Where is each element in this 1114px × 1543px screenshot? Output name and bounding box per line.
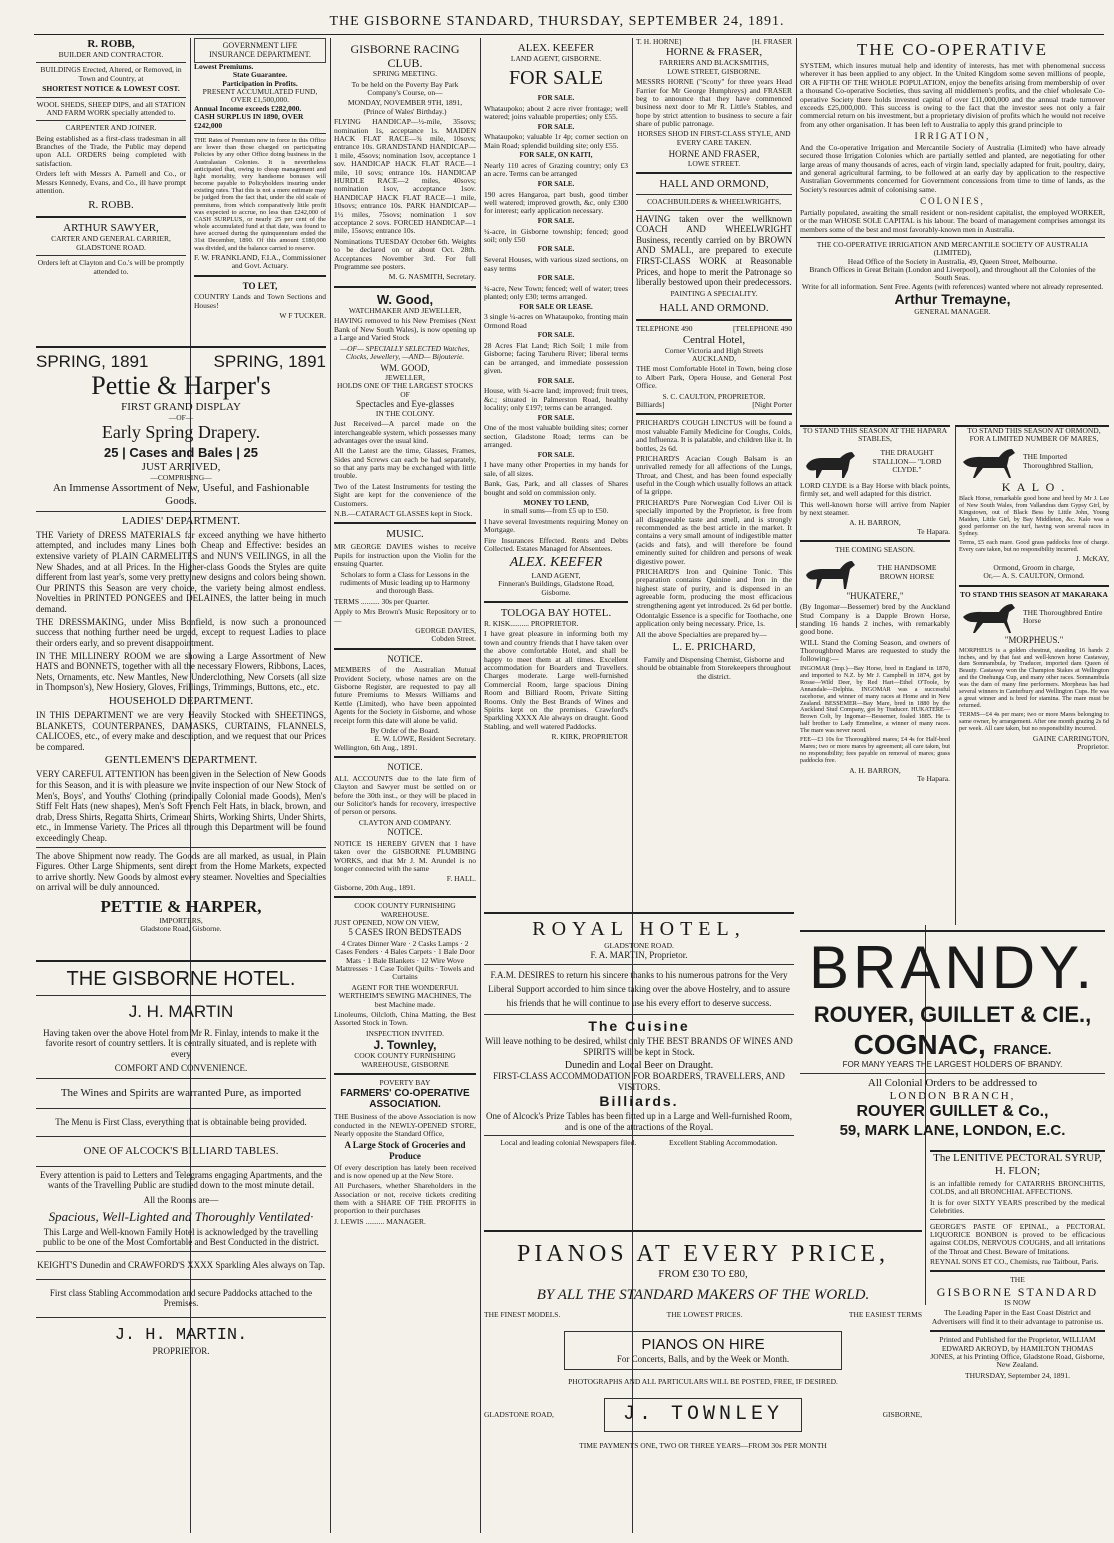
notice-title: NOTICE.	[387, 827, 423, 838]
prichard-text: PRICHARD'S Iron and Quinine Tonic. This preparation contains Quinine and Iron in the highest state of purity, and is dispensed in an agreeable form, producing the most efficacious strengthening agent yet introduced. 2s 6d per bottle.	[636, 566, 793, 610]
keefer-fire: Fire Insurances Effected. Rents and Debts Collected. Estates Managed for Absentees.	[484, 535, 628, 553]
hotel-menu: The Menu is First Class, everything that is obtainable being provided.	[55, 1117, 307, 1128]
kalo-signature: J. McKAY,	[1075, 554, 1109, 564]
pianos-hire: PIANOS ON HIRE	[641, 1336, 765, 1354]
notice-text: NOTICE IS HEREBY GIVEN that I have taken over the GISBORNE PLUMBING WORKS, and that Mr J. M. Arundel is no longer connected with the same	[334, 838, 476, 873]
central-porter: [Night Porter	[752, 399, 792, 409]
royal-stabling: Excellent Stabling Accommodation.	[669, 1138, 778, 1148]
gisborne-hotel-advert	[36, 960, 326, 1532]
column-divider	[330, 38, 331, 1533]
brandy-title: BRANDY.	[809, 934, 1096, 1001]
masthead-title: THE GISBORNE STANDARD, THURSDAY, SEPTEMBER 24, 1891.	[329, 14, 785, 29]
notice-signature: CLAYTON AND COMPANY.	[358, 817, 452, 827]
pettie-count: 25 | Cases and Bales | 25	[104, 445, 258, 461]
robb-advert	[36, 38, 186, 338]
horne-right: [H. FRASER	[751, 37, 792, 46]
pettie-signature: PETTIE & HARPER,	[100, 897, 262, 917]
pettie-name: Pettie & Harper's	[91, 371, 271, 401]
good-items: —OF— SPECIALLY SELECTED Watches, Clocks, Jewellery, —AND— Bijouterie.	[340, 343, 470, 361]
cook-invite: INSPECTION INVITED.	[366, 1028, 444, 1038]
pianos-left: GLADSTONE ROAD,	[484, 1409, 554, 1419]
brandy-advert	[800, 930, 1105, 1142]
music-title: MUSIC.	[386, 528, 424, 541]
kalo-limited: FOR A LIMITED NUMBER OF MARES,	[969, 434, 1099, 444]
racing-signature: M. G. NASMITH, Secretary.	[388, 272, 476, 282]
imprint-body: Printed and Published for the Proprietor, WILLIAM EDWARD AKROYD, by HAMILTON THOMAS JONES, at his Printing Office, Gladstone Road, Gisborne, New Zealand.	[930, 1335, 1105, 1370]
keefer-sale-or-lease: FOR SALE OR LEASE.	[519, 302, 593, 311]
cook-opened: JUST OPENED, NOW ON VIEW,	[334, 917, 440, 927]
keefer-listing: Whataupoko; valuable 1r 4p; corner section on Main Road; splendid building site; only £55.	[484, 132, 628, 150]
hotel-billiard: ONE OF ALCOCK'S BILLIARD TABLES.	[83, 1144, 279, 1157]
robb-body: BUILDINGS Erected, Altered, or Removed, in Town and Country, at	[40, 65, 182, 83]
pettie-harper-advert	[36, 346, 326, 934]
sawyer-address: GLADSTONE ROAD.	[76, 242, 146, 252]
brandy-orders: All Colonial Orders to be addressed to	[867, 1076, 1038, 1089]
royal-billiards-text: One of Alcock's Prize Tables has been fitted up in a Large and Well-furnished Room, and is one of the attractions of the Royal.	[486, 1111, 792, 1132]
thoroughbred-horse-icon	[959, 444, 1019, 480]
music-text: Scholars to form a Class for Lessons in the rudiments of Music leading up to Harmony and thorough Bass.	[340, 569, 470, 596]
notice-signature: E. W. LOWE, Resident Secretary.	[374, 734, 476, 744]
good-text: Two of the Latest Instruments for testing the Sight are kept for the convenience of the Customers.	[334, 481, 476, 508]
royal-accommodation: FIRST-CLASS ACCOMMODATION FOR BOARDERS, TRAVELLERS, AND VISITORS.	[493, 1071, 785, 1092]
farmers-text: Of every description has lately been received and is now opened up at the New Store.	[334, 1162, 476, 1180]
hukatere-pedigree-long: INGOMAR (Imp.)—Bay Horse, bred in England in 1870, and imported to N.Z. by Mr J. Campbell in 1874, got by Rosse—Wild Deer, by Red Hart—Ethel O'Toole, by Annandale—Delphia. INGOMAR was a successful racehorse, and winner of many races at Home and in New Zealand. BESSEMER—Bay Mare, bred in 1880 by the Auckland Stud Company, got by Traducer. HUKATERE—Brown Colt, by Ingomar—Bessemer, foaled 1885. He is half brother to Lady Emmeline, a winner of many races. The mare was never raced.	[800, 664, 950, 735]
tolet-body: COUNTRY Lands and Town Sections and Houses!	[194, 292, 326, 310]
royal-papers: Local and leading colonial Newspapers filed.	[500, 1138, 637, 1148]
kalo-body: Black Horse, remarkable good bone and bred by Mr J. Lee of New South Wales, from Vallandras dam Gypsy Girl, by Kingstown, out of Black Bess by Little John, Young Maiden, Little Girl, by Bay Middleton, &c. Kalo was a good performer on the turf, having won several races in Sydney.	[959, 494, 1109, 537]
sawyer-name: ARTHUR SAWYER,	[63, 222, 159, 235]
pianos-feature: THE LOWEST PRICES.	[666, 1309, 743, 1319]
gents-heading: GENTLEMEN'S DEPARTMENT.	[104, 754, 258, 767]
robb-body: Orders left with Messrs A. Parnell and Co., or Messrs Kennedy, Evans, and Co., ill have prompt attention.	[36, 169, 186, 196]
horne-body: MESSRS HORNE ("Scotty" for three years Head Farrier for Mr George Humphreys) and FRASER beg to announce that they have commenced business next door to Mr R. Little's Stables, and hope by strict attention to business to secure a fair share of public patronage.	[636, 77, 792, 129]
coop-title: THE CO-OPERATIVE	[856, 40, 1049, 59]
lordclyde-title: THE DRAUGHT STALLION— "LORD CLYDE."	[872, 448, 942, 474]
brandy-holders: FOR MANY YEARS THE LARGEST HOLDERS OF BRANDY.	[842, 1059, 1063, 1069]
keefer-signature-line: Finneran's Buildings, Gladstone Road, Gisborne.	[498, 579, 614, 597]
hukatere-head: THE COMING SEASON.	[835, 545, 915, 555]
cook-cases: 5 CASES IRON BEDSTEADS	[348, 927, 462, 938]
lordclyde-body: LORD CLYDE is a Bay Horse with black points, firmly set, and well adapted for this district.	[800, 480, 950, 499]
coop-write: Write for all information. Sent Free. Agents (with references) wanted where not already represented.	[801, 281, 1104, 291]
standard-now: IS NOW	[1004, 1298, 1031, 1307]
standard-the: THE	[1010, 1275, 1025, 1285]
royal-hotel-advert	[484, 912, 794, 1214]
good-trade2: JEWELLER,	[385, 372, 425, 382]
coop-colonies: COLONIES,	[920, 196, 985, 207]
lordclyde-arrive: This well-known horse will arrive from Napier by next steamer.	[800, 499, 950, 517]
hukatere-signature-line: Te Hapara.	[917, 774, 950, 784]
hall-painting: PAINTING A SPECIALITY.	[670, 288, 758, 298]
good-specs: Spectacles and Eye-glasses	[356, 399, 454, 410]
cook-lino: Linoleums, Oilcloth, China Matting, the Best Assorted Stock in Town.	[334, 1010, 476, 1028]
coop-society: THE CO-OPERATIVE IRRIGATION AND MERCANTILE SOCIETY OF AUSTRALIA (LIMITED),	[816, 239, 1089, 258]
lordclyde-signature-line: Te Hapara.	[917, 526, 950, 536]
coop-signature-line: GENERAL MANAGER.	[914, 306, 991, 316]
govlife-body: THE Rates of Premium now in force in this Office are lower than those charged on participating Policies by any other Office doing business in the Australasian Colonies. It is nevertheless anticipated that, owing to cheap management and light mortality, very handsome bonuses will become payable to Policyholders insuring under existing rates. That this is not a mere estimate may be judged from the fact that, under the old scale of premiums, from which comparatively little profit was expected to accrue, no less than £242,000 of CASH SURPLUS, or nearly 25 per cent of the whole accumulated fund at that date, was found to have accrued during the quinquennium ended the 31st December, 1890. Of this amount £180,000 was divided, and the balance carried to reserve.	[194, 137, 326, 252]
horne-left: T. H. HORNE]	[636, 37, 682, 46]
gents-text: VERY CAREFUL ATTENTION has been given in the Selection of New Goods for this Season, and it is with pleasure we invite inspection of our New Stock of Men's, Boys', and Youths' Clothing (principally Colonial made Goods), Men's Stiff Felt Hats (new shapes), Men's Soft French Felt Hats, in black, brown, and drab, Dress Shirts, Regatta Shirts, Crimean Shirts, Working Shirts, Under Shirts, etc., in Immense Variety. The Prices all through this Department will be found exceedingly Cheap.	[36, 769, 326, 843]
tologa-body: I have great pleasure in informing both my town and country friends that I have taken over the above comfortable Hotel, and shall be happy to meet them at all times. Excellent accommodation for Boarders and Travellers. Charges moderate. Large well-furnished Commercial Room, large spacious Dining Room and Billiard Room, Private Sitting Rooms. Only the Best Brands of Wines and Spirits kept on the premises. Crawford's Sparkling XXXX Ale always on draught. Good Stabling, and well watered Paddocks.	[484, 629, 628, 731]
govlife-line: Annual Income exceeds £282,000.	[194, 103, 302, 113]
morpheus-title: THE Thoroughbred Entire Horse	[1023, 607, 1103, 625]
morpheus-head: TO STAND THIS SEASON AT MAKARAKA	[960, 589, 1108, 599]
pianos-advert	[484, 1230, 922, 1532]
tolet-title: TO LET,	[242, 280, 278, 291]
sawyer-trade: CARTER AND GENERAL CARRIER,	[51, 234, 171, 244]
robb-trade: BUILDER AND CONTRACTOR.	[58, 49, 164, 59]
hotel-comfort: COMFORT AND CONVENIENCE.	[114, 1063, 248, 1074]
kalo-head: TO STAND THIS SEASON AT ORMOND,	[967, 426, 1101, 435]
keefer-listing: House, with ¼-acre land; improved; fruit trees, &c.; situated in Palmerston Road, healthy locality; only £197; terms can be arranged.	[484, 386, 628, 413]
good-trade: WATCHMAKER AND JEWELLER,	[348, 306, 462, 316]
robb-body: WOOL SHEDS, SHEEP DIPS, and all STATION AND FARM WORK specially attended to.	[36, 99, 186, 117]
farmers-text: THE Business of the above Association is now conducted in the NEWLY-OPENED STORE, Nearly opposite the Standard Office,	[334, 1112, 476, 1138]
hotel-ales: KEIGHT'S Dunedin and CRAWFORD'S XXXX Sparkling Ales always on Tap.	[37, 1260, 325, 1270]
music-address: Cobden Street.	[431, 634, 476, 644]
central-city: AUCKLAND,	[692, 354, 736, 363]
pettie-sub: FIRST GRAND DISPLAY	[121, 400, 241, 413]
masthead-rule	[34, 34, 1104, 35]
sawyer-note: Orders left at Clayton and Co.'s will be promptly attended to.	[37, 258, 185, 276]
central-tel-right: [TELEPHONE 490	[733, 324, 792, 334]
pianos-name: J. TOWNLEY	[604, 1398, 802, 1432]
kalo-name: K A L O .	[1001, 479, 1067, 494]
prichard-signature: L. E. PRICHARD,	[672, 641, 756, 654]
hukatere-pedigree: (By Ingomar—Bessemer) bred by the Auckland Stud Company is a Dapple Brown Horse, standing 16 hands 2 inches, with remarkably good bone.	[800, 602, 950, 637]
robb-body: Being established as a first-class tradesman in all Branches of the Trade, the Public may depend upon ALL ORDERS being completed with satisfaction.	[36, 133, 186, 168]
hukatere-signature: A. H. BARRON,	[849, 765, 901, 775]
draught-horse-icon	[800, 444, 860, 480]
prichard-text: PRICHARD'S Acacian Cough Balsam is an unrivalled remedy for all affections of the Lungs, Throat, and Chest, and has been found especially useful in the Cough which usually follows an attack of la grippe.	[636, 453, 792, 497]
lordclyde-signature: A. H. BARRON,	[849, 518, 901, 528]
central-address: Corner Victoria and High Streets	[664, 345, 764, 355]
royal-title: ROYAL HOTEL,	[532, 918, 746, 940]
coop-body: SYSTEM, which insures mutual help and identity of interests, has met with phenomenal success wherever it has been applied to any object. In the United Kingdom some seven millions of people, OR A FIFTH OF THE WHOLE POPULATION, enjoy the benefits arising from membership of over a thousand Co-operative Societies, thus saving all middlemen's profits, and the chief wholesale Co-operative Society there holds invested capital of over £11,000,000 and the annual trade turnover exceeds £25,000,000. This success is owing to the fact that the investor sees not only a fair commercial return on his investment, but a proprietary division of profits which he would not receive from any other organisation. It has been left to Australia to apply this grand principle to	[800, 61, 1105, 129]
racing-when: To be held on the Poverty Bay Park Company's Course, on—	[351, 79, 459, 98]
hotel-owner: J. H. MARTIN	[128, 1001, 234, 1021]
notice-date: Gisborne, 20th Aug., 1891.	[334, 882, 416, 892]
hotel-spacious: Spacious, Well-Lighted and Thoroughly Ventilated·	[48, 1209, 314, 1225]
pettie-comprising: —COMPRISING—	[150, 472, 212, 482]
horse-icon	[959, 599, 1019, 635]
horne-title: HORNE & FRASER,	[665, 46, 763, 59]
hukatere-name: "HUKATERE,"	[846, 590, 904, 601]
govlife-line: State Guarantee.	[232, 70, 288, 80]
keefer-money-detail: in small sums—from £5 up to £50.	[503, 506, 609, 516]
column-divider	[480, 38, 481, 1533]
column-divider	[796, 38, 797, 628]
music-signature: GEORGE DAVIES,	[415, 625, 476, 635]
pianos-title: PIANOS AT EVERY PRICE,	[516, 1241, 890, 1267]
morpheus-name: "MORPHEUS."	[1004, 635, 1064, 645]
govlife-advert	[194, 38, 326, 338]
coop-colonies-text: Partially populated, awaiting the small resident or non-resident capitalist, the employed WORKER, or the man WHOSE SOLE CAPITAL is his labour. The board of management comprises amongst its members some of the best and most favorably-known men in Australia.	[800, 207, 1105, 234]
farmers-text: A Large Stock of Groceries and Produce	[344, 1140, 466, 1161]
keefer-forsale: FOR SALE	[509, 67, 603, 90]
keefer-trade: LAND AGENT, GISBORNE.	[510, 53, 602, 63]
pianos-feature: THE FINEST MODELS.	[484, 1309, 561, 1319]
stallion-column-left	[800, 425, 950, 925]
pettie-sub: —OF—	[168, 412, 194, 422]
stallion-column-right	[955, 425, 1109, 925]
lenitive-body: is an infallible remedy for CATARRHS BRONCHITIS, COLDS, and all BRONCHIAL AFFECTIONS.	[930, 1178, 1105, 1197]
kalo-signature-line: Or,— A. S. CAULTON, Ormond.	[983, 571, 1085, 581]
lenitive-title: The LENITIVE PECTORAL SYRUP, H. FLON;	[933, 1152, 1102, 1177]
govlife-logo: GOVERNMENT LIFE INSURANCE DEPARTMENT.	[194, 38, 326, 63]
good-holds: HOLDS ONE OF THE LARGEST STOCKS OF	[336, 381, 474, 399]
ladies-text: THE DRESSMAKING, under Miss Bonfield, is now such a pronounced success that nothing further need be urged, except to request Ladies to place their orders early, and so prevent disappointment.	[36, 616, 326, 648]
keefer-listing: 190 acres Hangaroa, part bush, good timber well watered; improved growth, &c, only £300 for interest; early application necessary.	[484, 189, 628, 216]
robb-signature: R. ROBB.	[88, 199, 134, 212]
season-heading-left: SPRING, 1891	[36, 352, 149, 371]
season-heading-right: SPRING, 1891	[213, 352, 326, 371]
cook-list: 4 Crates Dinner Ware · 2 Casks Lamps · 2 Cases Fenders · 4 Bales Carpets · 1 Bale Door Mats · 1 Bale Blankets · 12 Wire Wove Mattresses · 1 Case Toilet Quilts · Towels and Curtains	[335, 938, 475, 982]
hukatere-title: THE HANDSOME BROWN HORSE	[877, 563, 937, 581]
cook-agent: AGENT FOR THE WONDERFUL WERTHEIM'S SEWING MACHINES, The best Machine made.	[338, 982, 472, 1009]
lenitive-body: It is for over SIXTY YEARS prescribed by the medical Celebrities.	[930, 1197, 1105, 1216]
tolet-signature: W F TUCKER.	[279, 310, 326, 320]
brandy-france: FRANCE.	[993, 1041, 1052, 1057]
horse-icon	[800, 555, 860, 591]
ladies-heading: LADIES' DEPARTMENT.	[121, 514, 241, 527]
royal-billiards: Billiards.	[599, 1092, 679, 1109]
hotel-text: Having taken over the above Hotel from Mr R. Finlay, intends to make it the favorite resort of country settlers. It is centrally situated, and is replete with every	[43, 1027, 319, 1059]
imprint-date: THURSDAY, September 24, 1891.	[964, 1370, 1070, 1380]
brandy-cognac: COGNAC,	[853, 1028, 986, 1060]
notice-signature: F. HALL.	[446, 874, 476, 884]
coop-irrigation: IRRIGATION,	[914, 131, 991, 142]
brandy-firm2: ROUYER GUILLET & Co.,	[856, 1102, 1049, 1120]
farmers-signature: J. LEWIS .......... MANAGER.	[334, 1216, 426, 1226]
good-name: W. Good,	[376, 291, 434, 307]
farmers-text: All Purchasers, whether Shareholders in the Association or not, receive tickets crediting them with a SHARE OF THE PROFITS in proportion to their purchases	[334, 1181, 476, 1216]
tologa-proprietor: R. KISK.......... PROPRIETOR.	[484, 619, 579, 628]
good-colony: IN THE COLONY.	[375, 408, 435, 418]
racing-nominations: Nominations TUESDAY October 6th. Weights to be declared on or about Oct. 28th. Acceptances November 3rd. For full Programme see posters.	[334, 236, 476, 271]
music-apply: Apply to Mrs Brown's Music Repository or to—	[334, 607, 476, 625]
prichard-text: Odontalgic Essence is a specific for Toothache, one application only being necessary. Price, 1s.	[636, 610, 792, 629]
notice-title: NOTICE.	[387, 762, 423, 773]
royal-address: GLADSTONE ROAD.	[604, 940, 674, 950]
coop-signature: Arthur Tremayne,	[894, 291, 1011, 308]
tologa-title: TOLOGA BAY HOTEL.	[500, 607, 612, 620]
tologa-signature: R. KIRK, PROPRIETOR	[551, 732, 628, 742]
horne-signature: HORNE AND FRASER,	[668, 149, 760, 160]
hotel-rooms: All the Rooms are—	[143, 1194, 219, 1205]
royal-proprietor: F. A. MARTIN, Proprietor.	[590, 949, 688, 960]
kalo-signature-line: Ormond, Groom in charge,	[993, 562, 1075, 572]
hall-signature: HALL AND ORMOND.	[659, 302, 769, 315]
prichard-text: All the above Specialties are prepared by—	[636, 629, 767, 639]
hotel-stabling: First class Stabling Accommodation and secure Paddocks attached to the Premises.	[49, 1287, 313, 1309]
prichard-signature-line: Family and Dispensing Chemist, Gisborne and should be obtainable from Storekeepers throughout the district.	[637, 655, 791, 681]
robb-body: SHORTEST NOTICE & LOWEST COST.	[42, 84, 180, 94]
pianos-photos: PHOTOGRAPHS AND ALL PARTICULARS WILL BE POSTED, FREE, IF DESIRED.	[568, 1376, 838, 1386]
pettie-assortment: An Immense Assortment of New, Useful, and Fashionable Goods.	[52, 481, 310, 507]
royal-beer: Dunedin and Local Beer on Draught.	[564, 1059, 714, 1071]
brandy-address: 59, MARK LANE, LONDON, E.C.	[839, 1121, 1066, 1139]
hotel-proprietor: PROPRIETOR.	[152, 1345, 210, 1356]
royal-cuisine: The Cuisine	[588, 1017, 690, 1034]
notice-date: Wellington, 6th Aug., 1891.	[334, 742, 418, 752]
racing-occasion: (Prince of Wales' Birthday.)	[363, 106, 447, 116]
morpheus-signature-line: Proprietor.	[1077, 742, 1109, 752]
hotel-attention: Every attention is paid to Letters and Telegrams engaging Apartments, and the wants of the Travelling Public are studied down to the most minute detail.	[39, 1169, 323, 1191]
horne-address: LOWE STREET, GISBORNE.	[667, 66, 761, 76]
racing-races: FLYING HANDICAP—½-mile, 35sovs; nomination 1s, acceptance 1s. MAIDEN HACK FLAT RACE—¾ mile, 10sovs; entrance 10s. GRANDSTAND HANDICAP—1 mile, 45sovs; nomination 1sov, acceptance 1 sov. HANDICAP HACK FLAT RACE—1 mile, 10 sovs; entrance 10s. HANDICAP HURDLE RACE—2 miles, 40sovs; nomination 1sov, acceptance 1sov. HANDICAP HACK FLAT RACE—1 mile, 10sovs; entrance 10s. PARK HANDICAP—1½ miles, 75sovs; nomination 1 sov acceptance 2 sovs. FORCED HANDICAP—1 mile, 15sovs; entrance 10s.	[334, 117, 476, 236]
keefer-listing: 28 Acres Flat Land; Rich Soil; 1 mile from Gisborne; facing Taruheru River; liberal terms can be arranged, and immediate possession given.	[484, 341, 628, 376]
central-billiards: Billiards]	[636, 399, 665, 409]
pettie-signature-line: IMPORTERS,	[159, 916, 203, 926]
hotel-title: THE GISBORNE HOTEL.	[66, 968, 296, 990]
pianos-feature: THE EASIEST TERMS	[848, 1309, 922, 1319]
cook-signature: J. Townley,	[373, 1038, 437, 1053]
robb-body: CARPENTER AND JOINER.	[65, 123, 157, 133]
farmers-poverty: POVERTY BAY	[379, 1078, 431, 1088]
notice-title: NOTICE.	[387, 653, 423, 664]
horne-shod: HORSES SHOD IN FIRST-CLASS STYLE, AND EVERY CARE TAKEN.	[637, 129, 791, 147]
cook-signature-line: COOK COUNTY FURNISHING WAREHOUSE, GISBORNE	[354, 1051, 456, 1069]
pianos-right: GISBORNE,	[882, 1409, 922, 1419]
good-text: HAVING removed to his New Premises (Next Bank of New South Wales), is now opening up a Large and Varied Stock	[334, 316, 476, 343]
brandy-branch: LONDON BRANCH,	[889, 1089, 1016, 1102]
column-7-bottom	[930, 1150, 1105, 1532]
reynal: REYNAL SONS ET CO., Chemists, rue Taitbout, Paris.	[930, 1257, 1099, 1267]
coop-irrigation-text: And the Co-operative Irrigation and Mercantile Society of Australia (Limited) who have already secured those Irrigation Colonies which are partially settled and planted, are negotiating for other large areas of many thousands of acres, each of virgin land, specially adapted for fruit, poultry, dairy, and general agricultural farming, to be followed at an early day by application to the respective Australian Governments concerned for Government concessions from time to time of lands, as the Society's resources admit of colonising same.	[800, 142, 1105, 194]
ladies-text: THE Variety of DRESS MATERIALS far exceed anything we have hitherto attempted, and includes many Lines both Cheap and Effective: besides an extensive variety of PLAIN CARMELITES and NUN'S VEILINGS, in all the New Shades, and at all Prices. In the Higher-class Goods the Styles are quite different from last year's, some very pretty new designs and colors being shown. Our PRINTS this Season are very choice, the variety being almost endless. Novelties in PRINTED PONGEES and DELAINES, the latter being in much demand.	[36, 529, 326, 615]
standard-body: The Leading Paper in the East Coast District and Advertisers will find it to their advantage to patronise us.	[931, 1308, 1104, 1326]
notice-text: MEMBERS of the Australian Mutual Provident Society, whose names are on the Gisborne Register, are requested to pay all future Premiums to Messrs Williams and Kettle (Limited), who have been appointed Agents for the Society in Gisborne, and whose receipt form this date will alone be valid.	[334, 665, 476, 725]
notice-text: ALL ACCOUNTS due to the late firm of Clayton and Sawyer must be settled on or before the 30th inst., or they will be placed in our Solicitor's hands for recovery, irrespective of person or persons.	[334, 773, 476, 817]
central-signature: S. C. CAULTON, PROPRIETOR.	[662, 391, 766, 401]
morpheus-signature: GAINE CARRINGTON,	[1032, 733, 1109, 743]
keefer-listing: Several Houses, with various sized sections, on easy terms	[484, 255, 628, 273]
central-tel-left: TELEPHONE 490	[636, 324, 693, 334]
coop-head: Head Office of the Society in Australia, 49, Queen Street, Melbourne.	[847, 256, 1058, 266]
govlife-line: Lowest Premiums.	[194, 61, 254, 71]
morpheus-terms: TERMS—£4 4s per mare; two or more Mares belonging to same owner, by arrangement. After one month grazing 2s 6d per week. All care taken, but no responsibility incurred.	[959, 711, 1109, 732]
brandy-firm: ROUYER, GUILLET & CIE.,	[813, 1002, 1092, 1027]
kalo-terms: Terms, £5 each mare. Good grass paddocks free of charge. Every care taken, but no responsibility incurred.	[959, 538, 1109, 553]
govlife-line: PRESENT ACCUMULATED FUND, OVER £1,500,000.	[202, 87, 318, 105]
hall-trade: COACHBUILDERS & WHEELWRIGHTS,	[646, 197, 782, 207]
prichard-text: PRICHARD'S Pure Norwegian Cod Liver Oil is specially imported by the Proprietor, is free from all disagreeable taste and smell, and is strongly recommended as the best article in the market. It contains a very small amount of indigestible matter (acids and fats), and will therefore be found eminently suited for children and persons of weak digestive power.	[636, 497, 792, 566]
good-text: N.B.—CATARACT GLASSES kept in Stock.	[334, 509, 473, 519]
horne-trade: FARRIERS AND BLACKSMITHS,	[659, 58, 769, 68]
standard-title: GISBORNE STANDARD	[936, 1284, 1099, 1299]
cook-title: COOK COUNTY FURNISHING WAREHOUSE.	[354, 901, 456, 919]
hotel-large: This Large and Well-known Family Hotel is acknowledged by the travelling public to be one of the Most Comfortable and Best Conducted in the district.	[43, 1226, 319, 1248]
pianos-terms: TIME PAYMENTS ONE, TWO OR THREE YEARS—FROM 30s PER MONTH	[579, 1440, 827, 1450]
keefer-kaiti: FOR SALE, ON KAITI,	[519, 151, 593, 160]
coop-branch: Branch Offices in Great Britain (London and Liverpool), and throughout all the Colonies of the South Seas.	[809, 265, 1096, 283]
keefer-name: ALEX. KEEFER	[517, 42, 595, 54]
pianos-range: FROM £30 TO £80,	[658, 1268, 748, 1281]
keefer-listing: Nearly 110 acres of Grazing country; only £3 an acre. Terms can be arranged	[484, 161, 628, 179]
keefer-signature: ALEX. KEEFER	[509, 555, 603, 571]
keefer-other: I have many other Properties in my hands for sale, of all sizes.	[484, 460, 628, 478]
pettie-sub: Early Spring Drapery.	[101, 422, 261, 442]
govlife-line: CASH SURPLUS IN 1890, OVER £242,000	[194, 112, 304, 130]
notice-by: By Order of the Board.	[370, 726, 440, 736]
keefer-listing: One of the most valuable building sites; corner section, Gladstone Road; terms can be arranged.	[484, 423, 628, 450]
cooperative-advert	[800, 38, 1105, 398]
racing-title: GISBORNE RACING CLUB.	[350, 42, 460, 71]
hukatere-body: WILL Stand the Coming Season, and owners of Thoroughbred Mares are requested to study the following:—	[800, 637, 950, 664]
robb-name: R. ROBB,	[87, 38, 135, 50]
royal-cuisine-text: Will leave nothing to be desired, whilst only THE BEST BRANDS OF WINES AND SPIRITS will be kept in Stock.	[485, 1036, 793, 1057]
keefer-money: MONEY TO LEND,	[523, 498, 589, 507]
music-terms: TERMS .......... 30s per Quarter.	[334, 596, 430, 606]
pianos-makers: BY ALL THE STANDARD MAKERS OF THE WORLD.	[536, 1287, 870, 1304]
hall-body: HAVING taken over the wellknown COACH AND WHEELWRIGHT Business, recently carried on by BROWN AND SMALL, are prepared to execute FIRST-CLASS WORK at Reasonable Prices, and hope to merit the Patronage so liberally bestowed upon their predecessors.	[636, 213, 792, 288]
pettie-footer: The above Shipment now ready. The Goods are all marked, as usual, in Plain Figures. Other Large Shipments, sent direct from the Home Markets, expected to arrive shortly. New Goods by almost every steamer. Novelties and Specialties on arrival will be duly announced.	[36, 850, 326, 893]
central-title: Central Hotel,	[682, 333, 746, 346]
good-name2: WM. GOOD,	[380, 363, 430, 374]
music-text: MR GEORGE DAVIES wishes to receive Pupils for instruction upon the Violin for the ensuing Quarter.	[334, 542, 476, 569]
morpheus-body: MORPHEUS is a golden chestnut, standing 16 hands 2 inches, and by that fast and well-known horse Castaway, dam Somnambula, by Traducer, imported dam Queen of Beauty. Castaway won the Champion Stakes at Wellington and the Onehunga Cup, and many other races. Somnambula was the dam of many fine performers. Morpheus has had several winners in Canterbury and Wellington Cups. He was a great winner and is bred for stamina. The mare must be returned.	[959, 646, 1109, 710]
column-3	[334, 38, 476, 1533]
column-4: ALEX. KEEFER LAND AGENT, GISBORNE. FOR SALE FOR SALE. Whataupoko; about 2 acre river frontage; well watered; joins valuable properties; only £55. FOR SALE. Whataupoko; valuable 1r 4p; corner section on Main Road; splendid building site; only £55. FOR SALE, ON KAITI, Nearly 110 acres of Grazing country; only £3 an acre. Terms can be arranged FOR SALE. 190 acres Hangaroa, part bush, good timber well watered; improved growth, &c, only £300 for interest; early application necessary. FOR SALE. ¼-acre, in Gisborne township; fenced; good soil; only £50 FOR SALE. Several Houses, with various sized sections, on easy terms FOR SALE. ¼-acre, New Town; fenced; well of water; trees planted; only £30; terms arranged. FOR SALE OR LEASE. 3 single ¼-acres on Whataupoko, fronting main Ormond Road FOR SALE. 28 Acres Flat Land; Rich Soil; 1 mile from Gisborne; facing Taruheru River; liberal terms can be arranged, and immediate possession given. FOR SALE. House, with ¼-acre land; improved; fruit trees, &c.; situated in Palmerston Road, healthy locality; only £197; terms can be arranged. FOR SALE. One of the most valuable building sites; corner section, Gladstone Road; terms can be arranged. FOR SALE. I have many other Properties in my hands for sale, of all sizes. Bank, Gas, Park, and all classes of Shares bought and sold on commission only. MONEY TO LEND, in small sums—from £5 up to £50. I have several Investments requiring Money on Mortgage. Fire Insurances Effected. Rents and Debts Collected. Estates Managed for Absentees. ALEX. KEEFER LAND AGENT, Finneran's Buildings, Gladstone Road, Gisborne. TOLOGA BAY HOTEL. R. KISK.......... PROPRIETOR. I have great pleasure in informing both my town and country friends that I have taken over the above comfortable Hotel, and shall be happy to meet them at all times. Excellent accommodation for Boarders and Travellers. Charges moderate. Large well-furnished Commercial Room, large spacious Dining Room and Billiard Room, Private Sitting Rooms. Only the Best Brands of Wines and Spirits kept on the premises. Crawford's Sparkling XXXX Ale always on draught. Good Stabling, and well watered Paddocks. R. KIRK, PROPRIETOR	[484, 42, 628, 742]
lordclyde-head: TO STAND THIS SEASON AT THE HAPARA STABLES,	[802, 426, 948, 444]
govlife-signature: F. W. FRANKLAND, F.I.A., Commissioner and Govt. Actuary.	[194, 252, 326, 271]
farmers-title: FARMERS' CO-OPERATIVE ASSOCIATION.	[340, 1087, 470, 1111]
pettie-arrived: JUST ARRIVED,	[141, 460, 221, 473]
racing-date: MONDAY, NOVEMBER 9TH, 1891,	[347, 98, 463, 108]
keefer-listing: Whataupoko; about 2 acre river frontage; well watered; joins valuable properties; only £55.	[484, 103, 628, 122]
pettie-signature-line: Gladstone Road, Gisborne.	[140, 924, 222, 934]
central-body: THE most Comfortable Hotel in Town, being close to Albert Park, Opera House, and General Post Office.	[636, 364, 792, 391]
ladies-text: IN THE MILLINERY ROOM we are showing a Large Assortment of New HATS and BONNETS, together with all the necessary Flowers, Ribbons, Laces, Nets, Ornaments, etc. New Mantles, New Underclothing, New Corsets (all size in Thompson's), New Hosiery, Gloves, Frillings, Trimmings, Buttons, etc., etc.	[36, 650, 326, 693]
household-heading: HOUSEHOLD DEPARTMENT.	[108, 694, 254, 707]
keefer-listing: 3 single ¼-acres on Whataupoko, fronting main Ormond Road	[484, 312, 628, 330]
hukatere-terms: FEE—£3 10s for Thoroughbred mares; £4 4s for Half-bred Mares; two or more mares by agreement; all care taken, but no responsibility; fees payable on removal of mares; grass paddocks free.	[800, 736, 950, 765]
good-text: All the Latest are the time, Glasses, Frames, Sides and Screws can each be had separately, so that any parts may be exchanged with little trouble.	[334, 446, 476, 481]
household-text: IN THIS DEPARTMENT we are very Heavily Stocked with SHEETINGS, BLANKETS, COUNTERPANES, DAMASKS, CURTAINS, FLANNELS, CALICOES, etc., of every make and description, and we request that our Prices be compared.	[36, 709, 326, 752]
racing-meeting: SPRING MEETING.	[372, 69, 438, 79]
hotel-signature: J. H. MARTIN.	[114, 1325, 248, 1345]
good-text: Just Received—A parcel made on the interchangeable system, which possesses many advantages over the usual kind.	[334, 419, 476, 445]
horne-signature-line: LOWE STREET.	[687, 158, 741, 168]
george-paste: GEORGE'S PASTE OF EPINAL, a PECTORAL LIQUORICE BONBON is proved to be efficacious against COLDS, NERVOUS COUGHS, and all irritations of the Throat and Chest. Beware of Imitations.	[930, 1221, 1105, 1256]
column-5	[636, 38, 792, 908]
pianos-hire-detail: For Concerts, Balls, and by the Week or Month.	[616, 1354, 790, 1365]
keefer-listing: ¼-acre, in Gisborne township; fenced; good soil; only £50	[484, 226, 628, 244]
prichard-text: PRICHARD'S COUGH LINCTUS will be found a most valuable Family Medicine for Coughs, Colds, and Influenza. It is palatable, and children like it. In bottles, 2s 6d.	[636, 418, 792, 453]
hotel-wines: The Wines and Spirits are warranted Pure, as imported	[60, 1087, 302, 1100]
hall-title: HALL AND ORMOND,	[659, 178, 769, 191]
kalo-title: THE Imported Thoroughbred Stallion,	[1023, 452, 1093, 470]
royal-body: F.A.M. DESIRES to return his sincere thanks to his numerous patrons for the Very Liberal Support accorded to him since taking over the above Hostelry, and to assure his friends that he will continue to use his every effort to deserve success.	[488, 969, 790, 1009]
govlife-line: Participation in Profits.	[222, 78, 298, 88]
keefer-listing: ¼-acre, New Town; fenced; well of water; trees planted; only £30; terms arranged.	[484, 283, 628, 302]
keefer-bank: Bank, Gas, Park, and all classes of Shares bought and sold on commission only.	[484, 479, 628, 497]
keefer-signature-line: LAND AGENT,	[531, 570, 581, 580]
keefer-investments: I have several Investments requiring Money on Mortgage.	[484, 516, 628, 535]
